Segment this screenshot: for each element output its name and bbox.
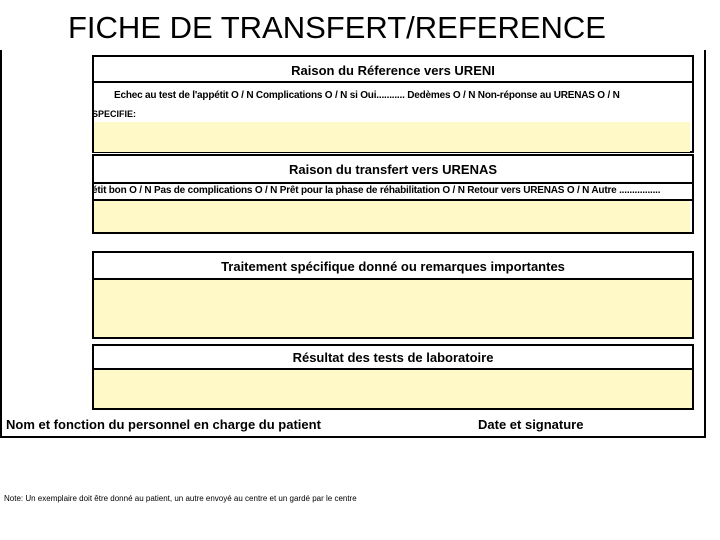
staff-label: Nom et fonction du personnel en charge du patient	[6, 417, 321, 432]
treatment-heading: Traitement spécifique donné ou remarques importantes	[221, 259, 565, 274]
footnote: Note: Un exemplaire doit être donné au patient, un autre envoyé au centre et un gardé par le centre	[4, 494, 357, 503]
treatment-field[interactable]	[94, 280, 692, 337]
divider	[94, 182, 692, 184]
transfer-heading: Raison du transfert vers URENAS	[288, 162, 498, 177]
transfer-criteria: étit bon O / N Pas de complications O / N Prêt pour la phase de réhabilitation O / N Retour vers URENAS O / N Autre ................	[92, 185, 661, 196]
lab-field[interactable]	[94, 370, 692, 408]
divider	[94, 81, 692, 83]
transfer-form	[0, 50, 706, 438]
date-signature-label: Date et signature	[478, 417, 584, 432]
specify-field[interactable]	[94, 122, 690, 152]
page-title: FICHE DE TRANSFERT/REFERENCE	[68, 10, 606, 45]
reference-heading: Raison du Réference vers URENI	[291, 63, 495, 78]
lab-section	[92, 344, 694, 410]
lab-heading: Résultat des tests de laboratoire	[292, 350, 494, 365]
specify-label: SPECIFIE:	[92, 109, 137, 119]
treatment-section	[92, 251, 694, 339]
transfer-field[interactable]	[94, 201, 690, 232]
reference-criteria: Echec au test de l'appétit O / N Complications O / N si Oui........... Dedèmes O / N Non-réponse au URENAS O / N	[114, 90, 620, 101]
